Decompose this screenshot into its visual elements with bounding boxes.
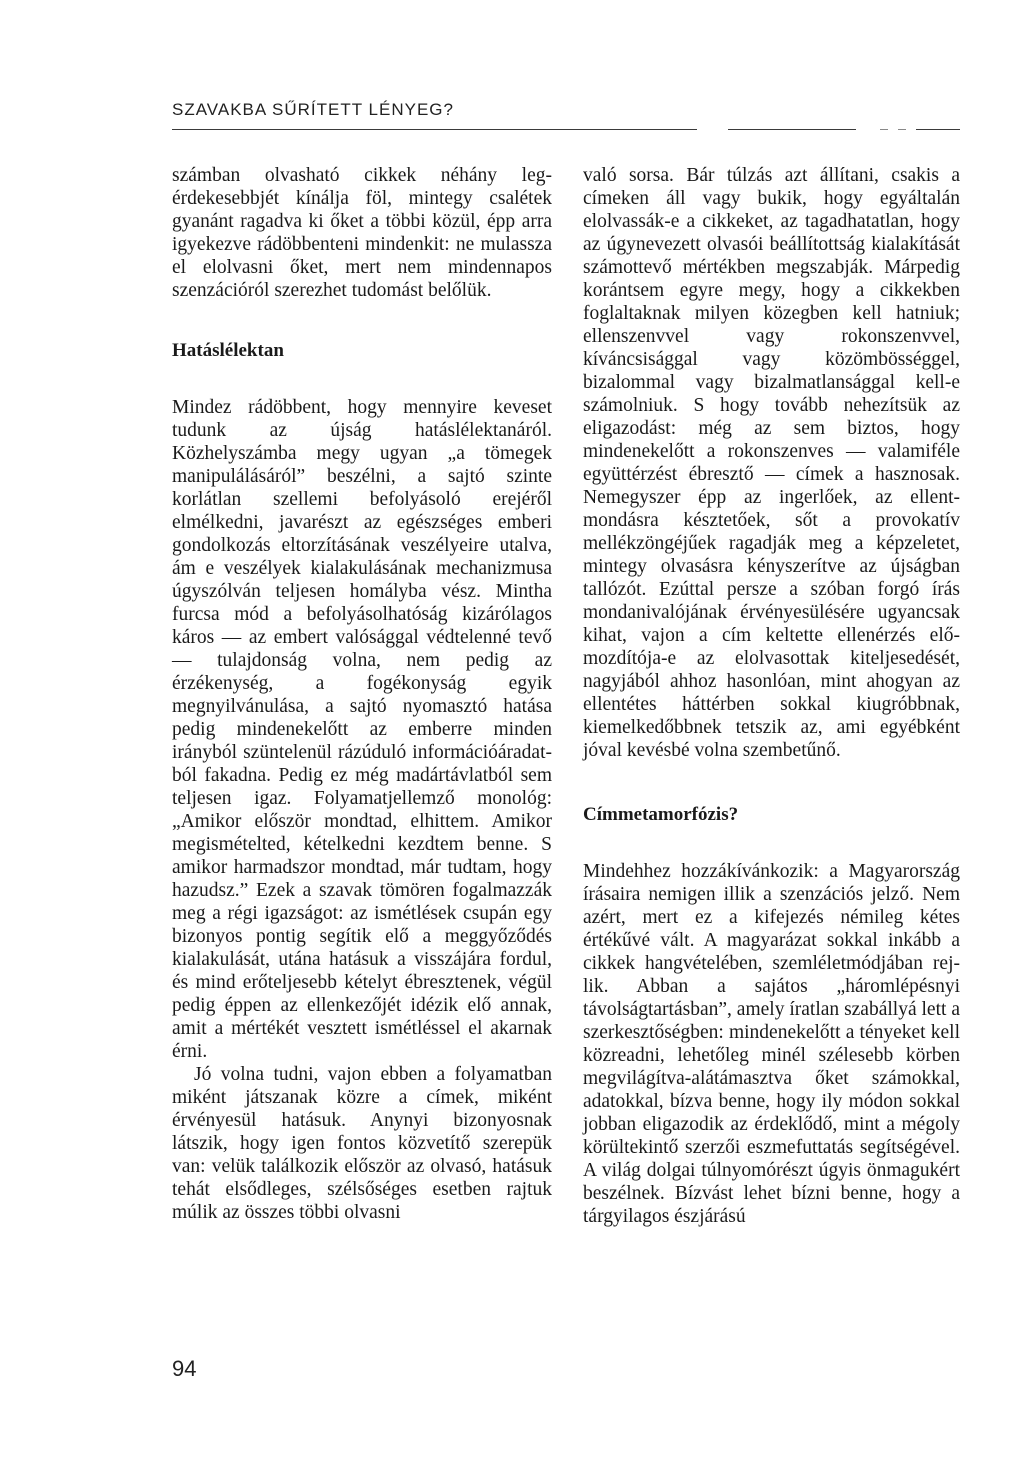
- right-column: [583, 164, 960, 1228]
- body-paragraph: Jó volna tudni, vajon ebben a folyamatban miként játszanak közre a címek, miként érvényesül hatásuk. Anynyi bizonyosnak látszik, hogy igen fontos közvetítő szerepük van: velük találkozik először az olvasó, hatásuk tehát elsődleges, szélsőséges esetben rajtuk múlik az összes többi olvasni: [172, 1064, 552, 1223]
- section-heading: Hatáslélektan: [172, 340, 284, 361]
- header-rule-segment: [898, 129, 906, 130]
- body-paragraph: Mindehhez hozzákívánkozik: a Magyarország írásaira nemigen illik a szenzációs jelző. Nem azért, mert ez a kifejezés némileg kétes értékűvé vált. A magyarázat sokkal inkább a cikkek hangvételében, szemléletmódjában rejlik. Abban a sajátos „háromlépésnyi távolságtartásban”, amely íratlan szabállyá lett a szerkesztőségben: mindenekelőtt a tényeket kell közreadni, lehetőleg minél szélesebb körben megvilágítva-alátámasztva őket számokkal, adatokkal, bízva benne, hogy ily módon sokkal jobban eligazodik az érdeklődő, mint a mégoly körültekintő szerzői eszmefuttatás segítségével. A világ dolgai túlnyomórészt úgyis önmagukért beszélnek. Bízvást lehet bízni benne, hogy a tárgyilagos észjárású: [583, 861, 960, 1227]
- body-paragraph: való sorsa. Bár túlzás azt állítani, csakis a címeken áll vagy bukik, hogy egyáltalán elolvassák-e a cikkeket, az tagadhatatlan, hogy az úgynevezett olvasói beállítottság kialakítását számottevő mértékben megszabják. Márpedig korántsem egyre megy, hogy a cikkekben foglaltaknak milyen közegben kell hatniuk; ellenszenvvel vagy rokonszenvvel, kíváncsisággal vagy közömbösséggel, bizalommal vagy bizalmatlansággal kell-e számolniuk. S hogy tovább nehezítsük az eligazodást: még az sem biztos, hogy mindenekelőtt a rokonszenves — valamiféle együttérzést ébresztő — címek a hasznosak. Nemegyszer épp az ingerlőek, az ellentmondásra késztetőek, sőt a provokatív mellékzöngéjűek ragadják meg a képzeletet, mintegy olvasásra kényszerítve az újságban tallózót. Ezúttal persze a szóban forgó írás mondanivalójának érvényesülésére ugyancsak kihat, vajon a cím keltette ellenérzés előmozdítója-e az elolvasottak kiteljesedését, nagyjából ahhoz hasonlóan, mint ahogyan az ellentétes háttérben sokkal kiugróbbnak, kiemelkedőbbnek tetszik az, ami egyébként jóval kevésbé volna szembetűnő.: [583, 165, 960, 761]
- left-column: [172, 164, 552, 1224]
- body-paragraph: Mindez rádöbbent, hogy mennyire keveset tudunk az újság hatáslélektanáról. Közhelyszámba megy ugyan „a tömegek manipulálásáról” beszélni, a sajtó szinte korlátlan szellemi befolyásoló erejéről elmélkedni, javarészt az egészséges emberi gondolkozás eltorzításának veszélyeire utalva, ám e veszélyek kialakulásának mechanizmusa úgyszólván teljesen homályba vész. Mintha furcsa mód a befolyásolhatóság kizárólagos káros — az embert valósággal védtelenné tevő — tulajdonság volna, nem pedig az érzékenység, a fogékonyság egyik megnyilvánulása, a sajtó nyomasztó hatása pedig mindenekelőtt az emberre minden irányból szüntelenül rázúduló információáradatból fakadna. Pedig ez még madártávlatból sem teljesen igaz. Folyamatjellemző monológ: „Amikor először mondtad, elhittem. Amikor megismételted, kételkedni kezdtem benne. S amikor harmadszor mondtad, már tudtam, hogy hazudsz.” Ezek a szavak tömören fogalmazzák meg a régi igazságot: az ismétlések csupán egy bizonyos pontig segítik elő a meggyőződés kialakulását, utána hatásuk a visszájára fordul, és mind erőteljesebb kételyt ébresztenek, végül pedig éppen az ellenkezőjét idézik elő annak, amit a mértékét vesztett ismétléssel el akarnak érni.: [172, 397, 552, 1062]
- header-rule-segment: [916, 129, 960, 130]
- running-head: SZAVAKBA SŰRÍTETT LÉNYEG?: [172, 100, 454, 119]
- header-rule-segment: [728, 129, 856, 130]
- header-rule-segment: [880, 129, 888, 130]
- page-number: 94: [172, 1356, 197, 1381]
- section-heading: Címmetamorfózis?: [583, 804, 739, 825]
- body-paragraph: számban olvasható cikkek néhány legérdekesebbjét kínálja föl, mintegy csalétek gyanánt ragadva ki őket a többi közül, épp arra igyekezve rádöbbenteni mindenkit: ne mulassza el elolvasni őket, mert nem mindennapos szenzációról szerezhet tudomást belőlük.: [172, 165, 552, 301]
- header-rule: [172, 129, 697, 130]
